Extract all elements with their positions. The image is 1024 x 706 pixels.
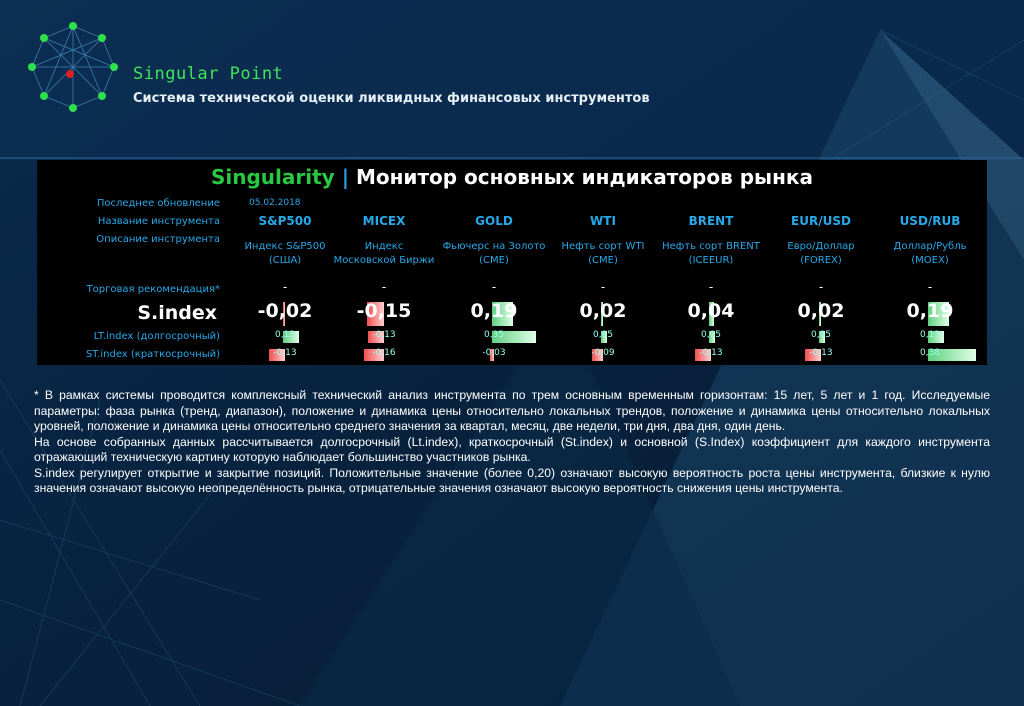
sindex-value-text: 0,04: [687, 300, 735, 322]
instrument-name: WTI: [590, 214, 616, 228]
panel-title-separator: |: [341, 165, 349, 189]
panel-title-brand: Singularity: [210, 165, 335, 189]
sindex-value: [329, 300, 439, 322]
ltindex-value-text: 0,05: [810, 330, 832, 340]
sindex-value-text: -0,02: [257, 300, 313, 322]
instrument-desc-line1: Нефть сорт BRENT: [662, 241, 760, 252]
brand-tagline: Система технической оценки ликвидных финансовых инструментов: [133, 91, 650, 106]
recommendation-value: -: [282, 280, 288, 294]
sindex-value: [766, 300, 876, 322]
instrument-desc-line2: (MOEX): [911, 255, 949, 266]
notes-paragraph-3: S.index регулирует открытие и закрытие позиций. Положительные значение (более 0,20) означают высокую вероятность роста цены инструмента, близкие к нулю значения означают высокую неопределённость рынка, отрицательные значения означают высокую вероятность снижения цены инструмента.: [34, 465, 990, 495]
instrument-desc-line1: Нефть сорт WTI: [561, 241, 645, 252]
sindex-value-text: 0,19: [906, 300, 954, 322]
stindex-value: [329, 348, 439, 358]
ltindex-value-text: 0,13: [274, 330, 296, 340]
market-monitor-panel: [37, 160, 987, 365]
ltindex-value: [875, 330, 985, 340]
instrument-desc-line1: Доллар/Рубль: [893, 241, 967, 252]
sindex-value-text: -0,15: [356, 300, 412, 322]
singular-point-logo-icon: [18, 20, 128, 130]
label-stindex: ST.index (краткосрочный): [85, 349, 220, 360]
instrument-desc-line2: (CME): [588, 255, 618, 266]
label-instrument-description: Описание инструмента: [96, 234, 220, 245]
ltindex-value: [329, 330, 439, 340]
stindex-value: [439, 348, 549, 358]
stindex-value: [766, 348, 876, 358]
ltindex-value-text: 0,05: [700, 330, 722, 340]
sindex-value: [230, 300, 340, 322]
stindex-value: [656, 348, 766, 358]
label-updated: Последнее обновление: [96, 198, 220, 209]
notes-paragraph-1: * В рамках системы проводится комплексный технический анализ инструмента по трем основным временным горизонтам: 15 лет, 5 лет и 1 год. Исследуемые параметры: фаза рынка (тренд, диапазон), положение и динамика цены относительно локальных трендов, положение и динамика цены относительно локальных уровней, положение и динамика цены относительно среднего значения за квартал, месяц, две недели, три дня, два дня, один день.: [34, 388, 990, 433]
ltindex-value-text: 0,05: [592, 330, 614, 340]
ltindex-value: [548, 330, 658, 340]
stindex-value-text: -0,16: [372, 348, 396, 358]
methodology-notes: [34, 388, 990, 497]
updated-date: 05.02.2018: [249, 198, 301, 208]
instrument-desc-line1: Индекс S&P500: [244, 241, 326, 252]
ltindex-value: [230, 330, 340, 340]
instrument-desc-line2: (FOREX): [800, 255, 842, 266]
instrument-desc-line2: (ICEEUR): [688, 255, 734, 266]
stindex-value-text: -0,13: [699, 348, 723, 358]
instrument-desc-line1: Индекс: [364, 241, 404, 252]
label-ltindex: LT.index (долгосрочный): [93, 331, 220, 342]
instrument-name: MICEX: [362, 214, 406, 228]
recommendation-value: -: [708, 280, 714, 294]
instrument-desc-line2: (CME): [479, 255, 509, 266]
instrument-name: USD/RUB: [899, 214, 961, 228]
brand-name: Singular Point: [133, 64, 284, 84]
label-sindex: S.index: [137, 302, 217, 324]
instrument-desc-line2: (США): [268, 255, 302, 266]
recommendation-value: -: [491, 280, 497, 294]
ltindex-value-text: 0,35: [483, 330, 505, 340]
stindex-value-text: 0,38: [919, 348, 941, 358]
ltindex-value-text: 0,13: [919, 330, 941, 340]
instrument-name: GOLD: [475, 214, 513, 228]
panel-title-text: Монитор основных индикаторов рынка: [355, 165, 813, 189]
ltindex-value: [439, 330, 549, 340]
recommendation-value: -: [600, 280, 606, 294]
recommendation-value: -: [818, 280, 824, 294]
stindex-value-text: -0,09: [591, 348, 615, 358]
label-instrument-name: Название инструмента: [97, 216, 220, 227]
ltindex-value-text: -0,13: [372, 330, 396, 340]
instrument-desc-line2: Московской Биржи: [333, 255, 435, 266]
stindex-value: [548, 348, 658, 358]
stindex-value-text: -0,03: [482, 348, 506, 358]
stindex-value: [230, 348, 340, 358]
recommendation-value: -: [381, 280, 387, 294]
instrument-name: EUR/USD: [791, 214, 851, 228]
sindex-value: [439, 300, 549, 322]
stindex-value-text: -0,13: [809, 348, 833, 358]
panel-title: [37, 165, 987, 189]
sindex-value: [875, 300, 985, 322]
ltindex-value: [766, 330, 876, 340]
instrument-name: BRENT: [688, 214, 734, 228]
recommendation-value: -: [927, 280, 933, 294]
notes-paragraph-2: На основе собранных данных рассчитывается долгосрочный (Lt.index), краткосрочный (St.index) и основной (S.Index) коэффициент для каждого инструмента отражающий техническую картину которую наблюдает большинство участников рынка.: [34, 434, 990, 464]
sindex-value-text: 0,19: [470, 300, 518, 322]
label-recommendation: Торговая рекомендация*: [86, 284, 220, 295]
stindex-value-text: -0,13: [273, 348, 297, 358]
stindex-value: [875, 348, 985, 358]
instrument-desc-line1: Евро/Доллар: [787, 241, 855, 252]
sindex-value-text: 0,02: [797, 300, 845, 322]
sindex-value: [548, 300, 658, 322]
sindex-value-text: 0,02: [579, 300, 627, 322]
instrument-desc-line1: Фьючерс на Золото: [442, 241, 546, 252]
instrument-name: S&P500: [258, 214, 312, 228]
sindex-value: [656, 300, 766, 322]
ltindex-value: [656, 330, 766, 340]
